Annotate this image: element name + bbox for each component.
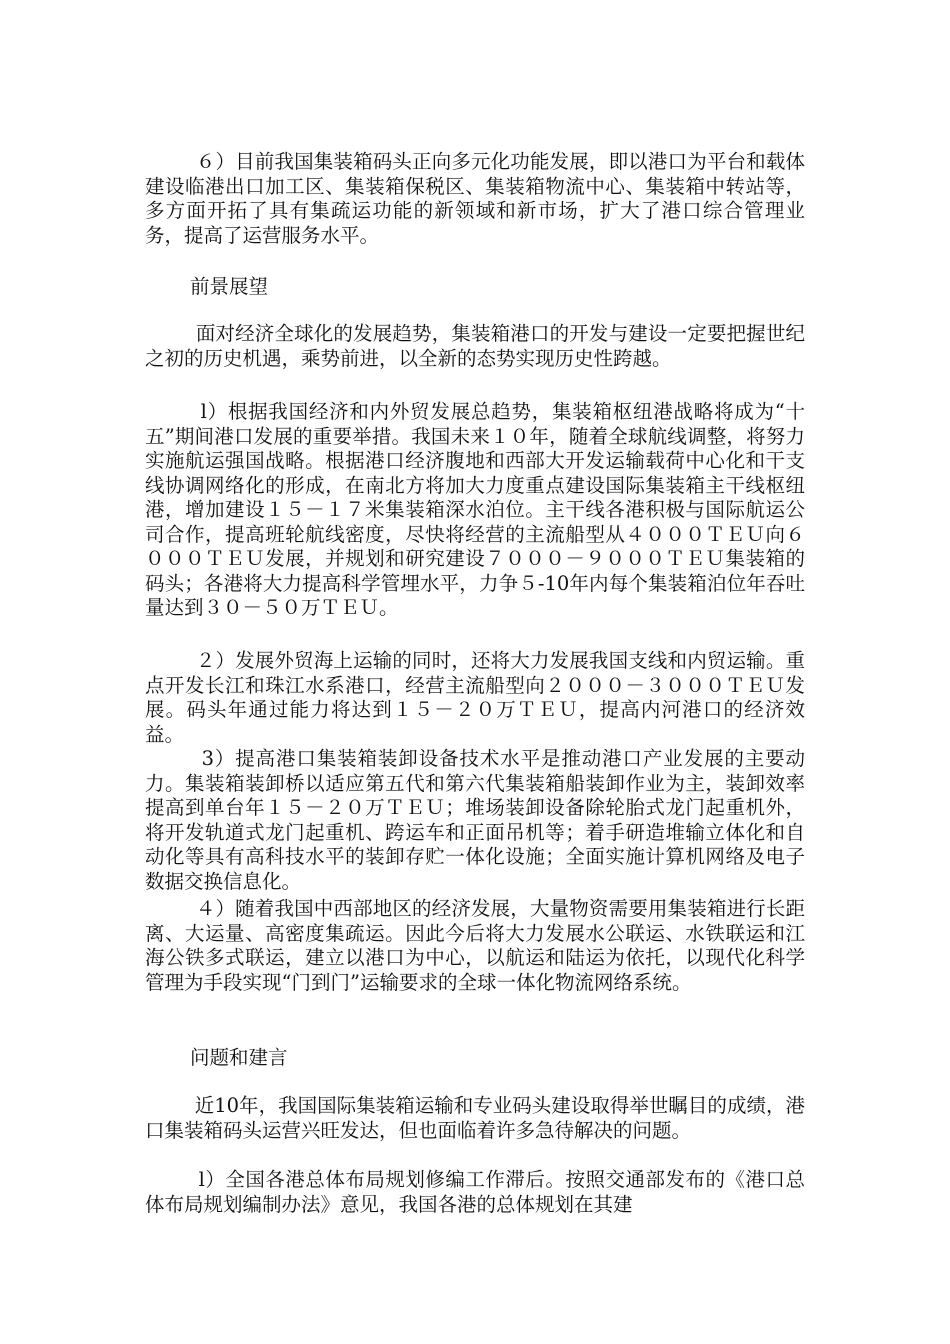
paragraph-outlook-intro: 面对经济全球化的发展趋势，集装箱港口的开发与建设一定要把握世纪之初的历史机遇，乘势前进，以全新的态势实现历史性跨越。 bbox=[145, 322, 805, 370]
paragraph-outlook-item-2: ２）发展外贸海上运输的同时，还将大力发展我国支线和内贸运输。重点开发长江和珠江水系港口，经营主流船型向２０００－３０００ＴＥＵ发展。码头年通过能力将达到１５－２０万ＴＥＵ，提高内河港口的经济效益。 bbox=[145, 649, 805, 746]
paragraph-issues-item-1: l）全国各港总体布局规划修编工作滞后。按照交通部发布的《港口总体布局规划编制办法》意见，我国各港的总体规划在其建 bbox=[145, 1168, 805, 1216]
section-heading-issues: 问题和建言 bbox=[190, 1046, 288, 1069]
paragraph-outlook-item-1: l）根据我国经济和内外贸发展总趋势，集装箱枢纽港战略将成为“十五”期间港口发展的重要举措。我国未来１０年，随着全球航线调整，将努力实施航运强国战略。根据港口经济腹地和西部大开发运输载荷中心化和干支线协调网络化的形成，在南北方将加大力度重点建设国际集装箱主干线枢纽港，增加建设１５－１７米集装箱深水泊位。主干线各港积极与国际航运公司合作，提高班轮航线密度，尽快将经营的主流船型从４０００ＴＥＵ向６０００ＴＥＵ发展，并规划和研究建设７０００－９０００ＴＥＵ集装箱的码头；各港将大力提高科学管埋水平，力争５-10年内每个集装箱泊位年吞吐量达到３０－５０万ＴＥＵ。 bbox=[145, 400, 805, 619]
paragraph-outlook-item-4: ４）随着我国中西部地区的经济发展，大量物资需要用集装箱进行长距离、大运量、高密度集疏运。因此今后将大力发展水公联运、水铁联运和江海公铁多式联运，建立以港口为中心，以航运和陆运为依托，以现代化科学管理为手段实现“门到门”运输要求的全球一体化物流网络系统。 bbox=[145, 897, 805, 994]
paragraph-issues-intro: 近10年，我国国际集装箱运输和专业码头建设取得举世瞩目的成绩，港口集装箱码头运营兴旺发达，但也面临着许多急待解决的问题。 bbox=[145, 1094, 805, 1142]
paragraph-outlook-item-3: 3）提高港口集装箱装卸设备技术水平是推动港口产业发展的主要动力。集装箱装卸桥以适应第五代和第六代集装箱船装卸作业为主，装卸效率提高到单台年１５－２０万ＴＥＵ；堆场装卸设备除轮胎式龙门起重机外，将开发轨道式龙门起重机、跨运车和正面吊机等；着手研造堆输立体化和自动化等具有高科技水平的装卸存贮一体化设施；全面实施计算机网络及电子数据交换信息化。 bbox=[145, 747, 805, 893]
paragraph-multifunction-development: ６）目前我国集装箱码头正向多元化功能发展，即以港口为平台和载体建设临港出口加工区、集装箱保税区、集装箱物流中心、集装箱中转站等，多方面开拓了具有集疏运功能的新领域和新市场，扩大了港口综合管理业务，提高了运营服务水平。 bbox=[145, 150, 805, 247]
section-heading-outlook: 前景展望 bbox=[190, 275, 269, 298]
